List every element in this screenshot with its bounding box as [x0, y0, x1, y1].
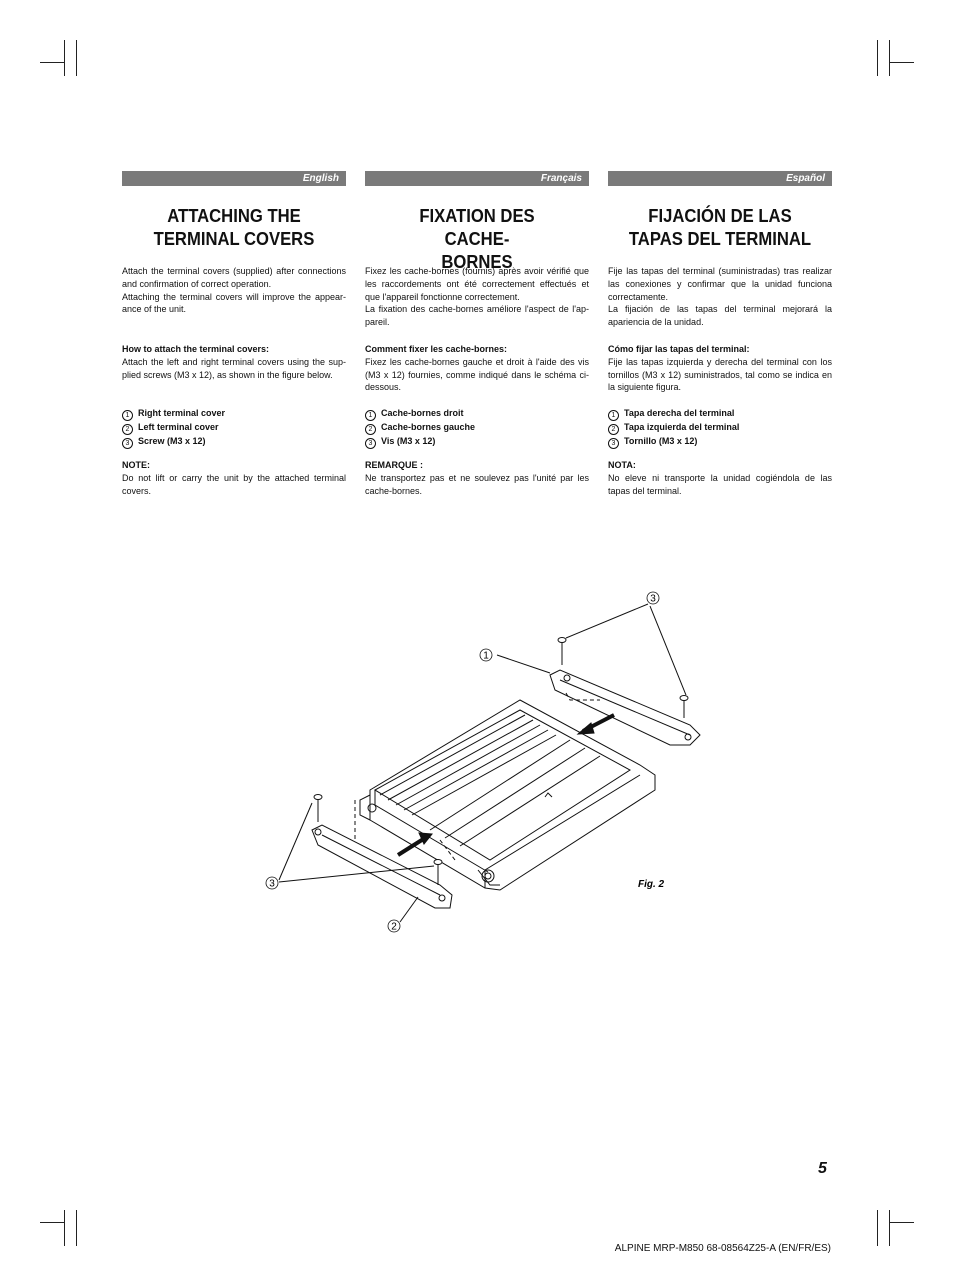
howto-text: Attach the left and right terminal covers using the sup- plied screws (M3 x 12), as shown in the figure below. — [122, 356, 346, 380]
language-bar: English — [122, 171, 346, 186]
section-title: FIJACIÓN DE LAS TAPAS DEL TERMINAL — [628, 205, 812, 249]
note-heading: NOTE: — [122, 460, 150, 470]
howto-heading: How to attach the terminal covers: — [122, 344, 270, 354]
list-item: 2 Tapa izquierda del terminal — [608, 421, 832, 435]
howto-heading: Comment fixer les cache-bornes: — [365, 344, 508, 354]
list-item: 2 Left terminal cover — [122, 421, 346, 435]
parts-list — [122, 407, 346, 449]
column-english — [122, 171, 346, 496]
list-item: 3 Vis (M3 x 12) — [365, 435, 589, 449]
howto-heading: Cómo fijar las tapas del terminal: — [608, 344, 750, 354]
section-title: ATTACHING THE TERMINAL COVERS — [153, 205, 315, 249]
list-item: 1 Cache-bornes droit — [365, 407, 589, 421]
note-heading: NOTA: — [608, 460, 636, 470]
howto-section — [608, 343, 832, 394]
note-text: Do not lift or carry the unit by the attached terminal covers. — [122, 472, 346, 496]
note-text: No eleve ni transporte la unidad cogiéndola de las tapas del terminal. — [608, 472, 832, 496]
terminal-cover-diagram — [260, 585, 720, 945]
section-title: FIXATION DES CACHE-BORNES — [419, 205, 535, 272]
note-section — [608, 459, 832, 497]
list-item: 1 Right terminal cover — [122, 407, 346, 421]
page-number: 5 — [818, 1160, 827, 1177]
list-item: 2 Cache-bornes gauche — [365, 421, 589, 435]
callout-1: 1 — [483, 650, 489, 662]
callout-2: 2 — [391, 921, 397, 933]
column-french — [365, 171, 589, 496]
note-text: Ne transportez pas et ne soulevez pas l'unité par les cache-bornes. — [365, 472, 589, 496]
howto-text: Fixez les cache-bornes gauche et droit à l'aide des vis (M3 x 12) fournies, comme indiqué dans le schéma ci- dessous. — [365, 356, 589, 393]
intro-text: Fije las tapas del terminal (suministradas) tras realizar las conexiones y confirmar que la unidad funciona correctamente. La fijación de las tapas del terminal mejorará la apariencia de la unidad. — [608, 266, 832, 328]
parts-list — [608, 407, 832, 449]
callout-3-bottom: 3 — [269, 878, 275, 890]
language-bar: Español — [608, 171, 832, 186]
intro-text: Attach the terminal covers (supplied) after connections and confirmation of correct operation. Attaching the terminal covers will improve the appear- ance of the unit. — [122, 266, 346, 315]
note-section — [122, 459, 346, 497]
language-bar: Français — [365, 171, 589, 186]
note-heading: REMARQUE : — [365, 460, 423, 470]
howto-section — [365, 343, 589, 394]
intro-text: Fixez les cache-bornes (fournis) après avoir vérifié que les raccordements ont été correctement effectués et que l'appareil fonctionne correctement. La fixation des cache-bornes améliore l'aspect de l'ap- pareil. — [365, 266, 589, 328]
list-item: 1 Tapa derecha del terminal — [608, 407, 832, 421]
footer-text: ALPINE MRP-M850 68-08564Z25-A (EN/FR/ES) — [614, 1243, 831, 1254]
howto-section — [122, 343, 346, 381]
figure-caption: Fig. 2 — [638, 879, 665, 890]
column-spanish — [608, 171, 832, 496]
callout-3-top: 3 — [650, 593, 656, 605]
list-item: 3 Tornillo (M3 x 12) — [608, 435, 832, 449]
howto-text: Fije las tapas izquierda y derecha del terminal con los tornillos (M3 x 12) suministrados, tal como se indica en la siguiente figura. — [608, 356, 832, 393]
list-item: 3 Screw (M3 x 12) — [122, 435, 346, 449]
parts-list — [365, 407, 589, 449]
note-section — [365, 459, 589, 497]
